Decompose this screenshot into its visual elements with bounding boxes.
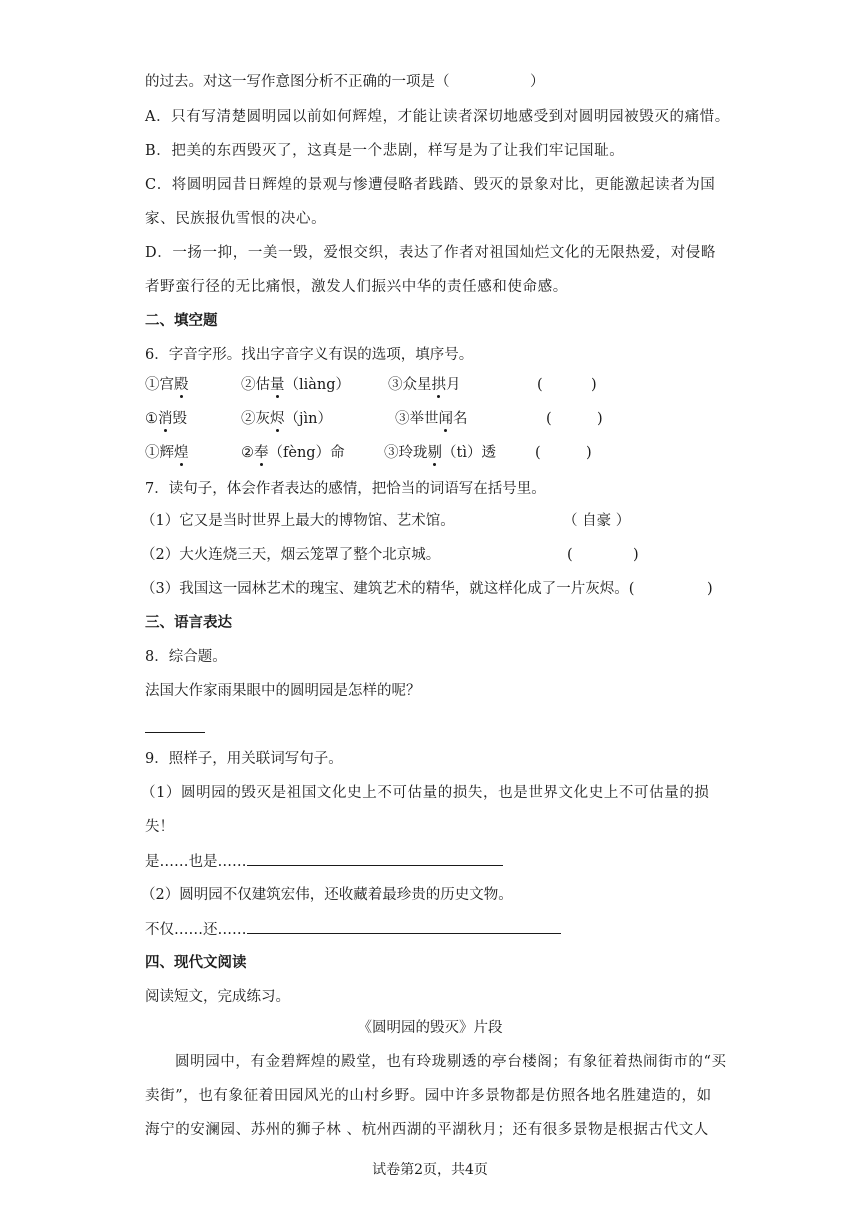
q6-r1-item2: ②估 [241, 377, 270, 393]
q6-r3-item3-pinyin: （tì）透 [442, 445, 496, 461]
q6-r2-paren-open: ( [546, 411, 552, 427]
q6-r2-item1-end: 毁 [172, 411, 187, 427]
q5-stem-text: 的过去。对这一写作意图分析不正确的一项是（ [145, 74, 450, 90]
q6-r1-item1-dotted: 殿 [174, 377, 189, 393]
q5-option-c-line1: C．将圆明园昔日辉煌的景观与惨遭侵略者践踏、毁灭的景象对比，更能激起读者为国 [145, 177, 716, 193]
q8-stem: 8．综合题。 [145, 649, 227, 665]
q6-r3-item1: ①辉 [145, 445, 174, 461]
q6-r3-item3: ③玲珑 [384, 445, 428, 461]
q7-s2-paren-close: ) [633, 547, 639, 563]
q9-s1-prompt: 是……也是…… [145, 854, 247, 870]
q6-r2-item3-dotted: 闻 [438, 411, 453, 427]
passage-title: 《圆明园的毁灭》片段 [357, 1020, 503, 1036]
q6-r2-item2-pinyin: （jìn） [284, 411, 332, 427]
q9-s1-line2: 失！ [145, 819, 174, 835]
q7-s2-paren-open: ( [567, 547, 573, 563]
section-heading-fill-blank: 二、填空题 [145, 312, 218, 329]
passage-line-3: 海宁的安澜园、苏州的狮子林 、杭州西湖的平湖秋月；还有很多景物是根据古代文人 [145, 1122, 709, 1138]
q5-answer-paren: ） [530, 74, 545, 90]
q5-option-c-line2: 家、民族报仇雪恨的决心。 [145, 211, 327, 227]
q6-r2-paren-close: ) [597, 411, 603, 427]
passage-line-1: 圆明园中，有金碧辉煌的殿堂，也有玲珑剔透的亭台楼阁；有象征着热闹街市的“买 [175, 1054, 727, 1070]
q6-r2-item3: ③举世 [395, 411, 439, 427]
q8-question: 法国大作家雨果眼中的圆明园是怎样的呢？ [145, 683, 421, 699]
q8-answer-line[interactable] [145, 732, 205, 733]
q5-stem-end [145, 72, 545, 92]
q9-s1-line1: （1）圆明园的毁灭是祖国文化史上不可估量的损失，也是世界文化史上不可估量的损 [141, 785, 710, 801]
q6-r1-item3: ③众星 [388, 377, 432, 393]
q7-s2-text: （2）大火连烧三天，烟云笼罩了整个北京城。 [141, 547, 441, 563]
q6-r3-paren-open: ( [535, 445, 541, 461]
q6-r2-item2: ②灰 [241, 411, 270, 427]
q6-r1-item3-end: 月 [446, 377, 461, 393]
q5-option-d-line1: D．一扬一抑，一美一毁，爱恨交织，表达了作者对祖国灿烂文化的无限热爱，对侵略 [145, 245, 716, 261]
q9-s2-prompt: 不仅……还…… [145, 922, 247, 938]
q6-r1-item2-pinyin: （liàng） [284, 377, 351, 393]
passage-line-2: 卖街”，也有象征着田园风光的山村乡野。园中许多景物都是仿照各地名胜建造的，如 [145, 1088, 712, 1104]
q7-stem: 7．读句子，体会作者表达的感情，把恰当的词语写在括号里。 [145, 481, 546, 497]
q9-stem: 9．照样子，用关联词写句子。 [145, 751, 343, 767]
q7-s1-answer: （ 自豪 ） [563, 513, 631, 529]
q5-option-b: B．把美的东西毁灭了，这真是一个悲剧，样写是为了让我们牢记国耻。 [145, 143, 625, 159]
q6-r2-item3-end: 名 [453, 411, 468, 427]
q6-row-2 [145, 409, 745, 429]
q6-r3-item1-dotted: 煌 [174, 445, 189, 461]
q6-r1-paren-close: ) [591, 377, 597, 393]
q6-row-3 [145, 443, 745, 463]
q6-r2-item1-dotted: 消 [158, 411, 173, 427]
q6-r2-item1: ① [145, 411, 158, 427]
q6-r3-item2-dotted: 奉 [254, 445, 269, 461]
q6-r3-item2-pinyin: （fèng）命 [268, 445, 345, 461]
q7-s1-text: （1）它又是当时世界上最大的博物馆、艺术馆。 [141, 513, 455, 529]
q6-r1-paren-open: ( [537, 377, 543, 393]
q7-s3-paren-close: ) [707, 581, 713, 597]
q9-s2-answer-line[interactable] [247, 919, 561, 934]
q6-r3-item2: ② [241, 445, 254, 461]
q5-option-d-line2: 者野蛮行径的无比痛恨，激发人们振兴中华的责任感和使命感。 [145, 279, 568, 295]
q9-s1-prompt-row [145, 851, 503, 872]
q9-s2-prompt-row [145, 919, 561, 940]
q6-stem: 6．字音字形。找出字音字义有误的选项，填序号。 [145, 347, 474, 363]
q7-sentence-1 [141, 511, 745, 531]
section-heading-language: 三、语言表达 [145, 614, 232, 631]
q7-sentence-2 [141, 545, 745, 565]
q5-option-a: A．只有写清楚圆明园以前如何辉煌，才能让读者深切地感受到对圆明园被毁灭的痛惜。 [145, 109, 730, 125]
q6-r1-item3-dotted: 拱 [431, 377, 446, 393]
page-footer: 试卷第2页，共4页 [372, 1162, 488, 1178]
q6-r1-item1: ①宫 [145, 377, 174, 393]
q6-row-1 [145, 375, 745, 395]
q9-s1-answer-line[interactable] [247, 851, 503, 866]
q9-s2: （2）圆明园不仅建筑宏伟，还收藏着最珍贵的历史文物。 [141, 887, 513, 903]
q6-r1-item2-dotted: 量 [270, 377, 285, 393]
section-heading-reading: 四、现代文阅读 [145, 954, 247, 971]
reading-instruction: 阅读短文，完成练习。 [145, 989, 290, 1005]
q6-r2-item2-dotted: 烬 [270, 411, 285, 427]
q7-s3-text: （3）我国这一园林艺术的瑰宝、建筑艺术的精华，就这样化成了一片灰烬。( [141, 581, 635, 597]
q7-sentence-3 [141, 579, 745, 599]
q6-r3-paren-close: ) [586, 445, 592, 461]
q6-r3-item3-dotted: 剔 [427, 445, 442, 461]
